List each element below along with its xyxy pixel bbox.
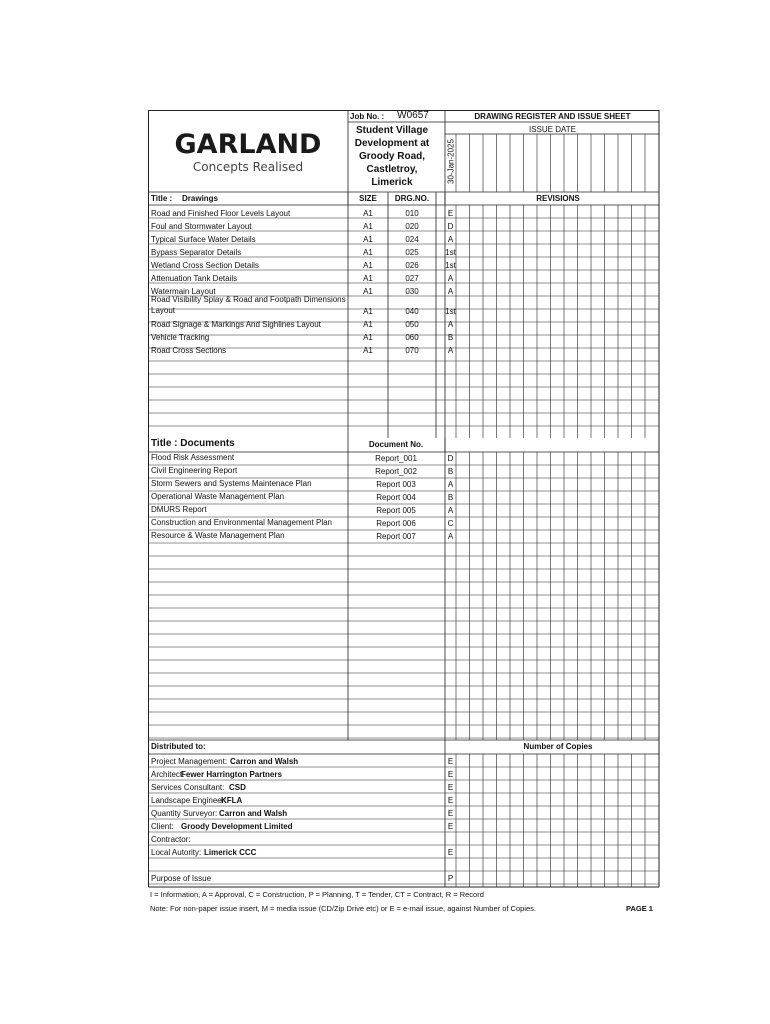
drawing-title: Wetland Cross Section Details — [151, 261, 259, 270]
drawing-number: 027 — [405, 274, 419, 283]
document-revision: B — [447, 493, 454, 502]
drawing-title: Bypass Separator Details — [151, 248, 242, 257]
drawing-revision: A — [447, 287, 454, 296]
document-title: Storm Sewers and Systems Maintenace Plan — [151, 479, 312, 488]
revisions-column-header: REVISIONS — [536, 194, 580, 203]
document-revision: A — [447, 506, 454, 515]
drawing-size: A1 — [363, 274, 373, 283]
issue-note: Note: For non-paper issue insert, M = media issue (CD/Zip Drive etc) or E = e-mail issue, against Number of Copies. — [150, 904, 536, 913]
drawing-title: Layout — [151, 306, 176, 315]
distribution-copy: E — [447, 822, 454, 831]
distribution-role: Local Autority: — [151, 848, 202, 857]
document-title: Flood Risk Assessment — [151, 453, 235, 462]
drawings-title-value: Drawings — [182, 194, 219, 203]
distribution-role: Quantity Surveyor: — [151, 809, 218, 818]
document-revision: D — [447, 454, 454, 463]
drawings-title-label: Title : — [151, 194, 173, 203]
drawing-revision: E — [447, 209, 454, 218]
distribution-recipient: Limerick CCC — [204, 848, 257, 857]
drawing-title: Typical Surface Water Details — [151, 235, 256, 244]
distribution-recipient: KFLA — [221, 796, 243, 805]
document-number: Report_002 — [375, 467, 417, 476]
drawing-size: A1 — [363, 287, 373, 296]
distribution-copy: E — [447, 809, 454, 818]
document-title: Civil Engineering Report — [151, 466, 238, 475]
document-title: Operational Waste Management Plan — [151, 492, 285, 501]
drawing-revision: D — [447, 222, 454, 231]
document-number: Report 006 — [376, 519, 416, 528]
garland-logo — [148, 130, 348, 174]
purpose-legend: I = Information, A = Approval, C = Construction, P = Planning, T = Tender, CT = Contract, R = Record — [150, 890, 484, 899]
drawing-number: 070 — [405, 346, 419, 355]
document-revision: A — [447, 532, 454, 541]
distributed-to-label: Distributed to: — [151, 742, 206, 751]
drawing-number: 060 — [405, 333, 419, 342]
drawing-revision: 1st — [445, 248, 456, 257]
drawing-number: 020 — [405, 222, 419, 231]
document-number: Report_001 — [375, 454, 417, 463]
project-line: Castletroy, — [366, 164, 418, 175]
distribution-recipient: Fewer Harrington Partners — [181, 770, 282, 779]
drawing-number: 030 — [405, 287, 419, 296]
drawing-size: A1 — [363, 235, 373, 244]
project-name — [348, 124, 436, 189]
drawing-title: Attenuation Tank Details — [151, 274, 238, 283]
document-revision: B — [447, 467, 454, 476]
document-title: Construction and Environmental Management Plan — [151, 518, 332, 527]
project-line: Development at — [354, 138, 430, 149]
drawing-title: Road and Finished Floor Levels Layout — [151, 209, 291, 218]
distribution-copy: E — [447, 783, 454, 792]
document-revision: A — [447, 480, 454, 489]
logo-wordmark: GARLAND — [174, 129, 322, 160]
drawing-title: Road Visibility Splay & Road and Footpath Dimensions — [151, 295, 346, 304]
distribution-role: Project Management: — [151, 757, 228, 766]
drawing-title: Foul and Stormwater Layout — [151, 222, 252, 231]
document-no-header: Document No. — [368, 440, 424, 449]
document-title: Resource & Waste Management Plan — [151, 531, 285, 540]
drawing-number: 010 — [405, 209, 419, 218]
drawing-size: A1 — [363, 222, 373, 231]
distribution-recipient: Carron and Walsh — [219, 809, 288, 818]
drawing-number: 026 — [405, 261, 419, 270]
distribution-role: Contractor: — [151, 835, 191, 844]
drawing-revision: A — [447, 320, 454, 329]
sheet-title: DRAWING REGISTER AND ISSUE SHEET — [474, 112, 631, 121]
distribution-copy: E — [447, 796, 454, 805]
drawing-title: Watermain Layout — [151, 287, 216, 296]
document-title: DMURS Report — [151, 505, 207, 514]
size-column-header: SIZE — [359, 194, 377, 203]
number-of-copies-header: Number of Copies — [523, 742, 593, 751]
drawing-revision: 1st — [445, 261, 456, 270]
distribution-copy: E — [447, 770, 454, 779]
drawing-number: 050 — [405, 320, 419, 329]
documents-title: Title : Documents — [151, 438, 235, 449]
distribution-recipient: CSD — [229, 783, 246, 792]
logo-tagline: Concepts Realised — [192, 160, 304, 174]
distribution-recipient: Carron and Walsh — [230, 757, 299, 766]
drawing-size: A1 — [363, 346, 373, 355]
drg-no-column-header: DRG.NO. — [394, 194, 430, 203]
distribution-role: Landscape Engineer: — [151, 796, 227, 805]
purpose-of-issue-label: Purpose of Issue — [151, 874, 212, 883]
drawing-number: 024 — [405, 235, 419, 244]
drawing-size: A1 — [363, 261, 373, 270]
distribution-copy: E — [447, 757, 454, 766]
project-line: Limerick — [371, 177, 413, 188]
distribution-copy: E — [447, 848, 454, 857]
drawing-title: Road Cross Sections — [151, 346, 227, 355]
project-line: Student Village — [355, 125, 429, 136]
distribution-recipient: Groody Development Limited — [181, 822, 293, 831]
job-no-value: W0657 — [397, 110, 429, 121]
purpose-of-issue-value: P — [447, 874, 454, 883]
drawing-revision: B — [447, 333, 454, 342]
drawing-size: A1 — [363, 307, 373, 316]
drawing-revision: 1st — [445, 307, 456, 316]
drawing-number: 040 — [405, 307, 419, 316]
drawing-size: A1 — [363, 333, 373, 342]
drawing-size: A1 — [363, 320, 373, 329]
page-number: PAGE 1 — [626, 904, 653, 913]
drawing-size: A1 — [363, 209, 373, 218]
document-number: Report 005 — [376, 506, 416, 515]
issue-date-label: ISSUE DATE — [529, 125, 576, 134]
issue-date-value: 30-Jan-2025 — [446, 139, 456, 184]
drawing-revision: A — [447, 235, 454, 244]
document-number: Report 003 — [376, 480, 416, 489]
job-no-label: Job No. : — [350, 112, 385, 121]
distribution-role: Architect: — [151, 770, 185, 779]
drawing-revision: A — [447, 274, 454, 283]
document-revision: C — [447, 519, 454, 528]
document-number: Report 007 — [376, 532, 416, 541]
drawing-size: A1 — [363, 248, 373, 257]
drawing-revision: A — [447, 346, 454, 355]
project-line: Groody Road, — [358, 151, 426, 162]
drawing-number: 025 — [405, 248, 419, 257]
drawing-title: Vehicle Tracking — [151, 333, 210, 342]
drawing-title: Road Signage & Markings And Sighlines Layout — [151, 320, 321, 329]
distribution-role: Services Consultant: — [151, 783, 225, 792]
document-number: Report 004 — [376, 493, 416, 502]
distribution-role: Client: — [151, 822, 174, 831]
